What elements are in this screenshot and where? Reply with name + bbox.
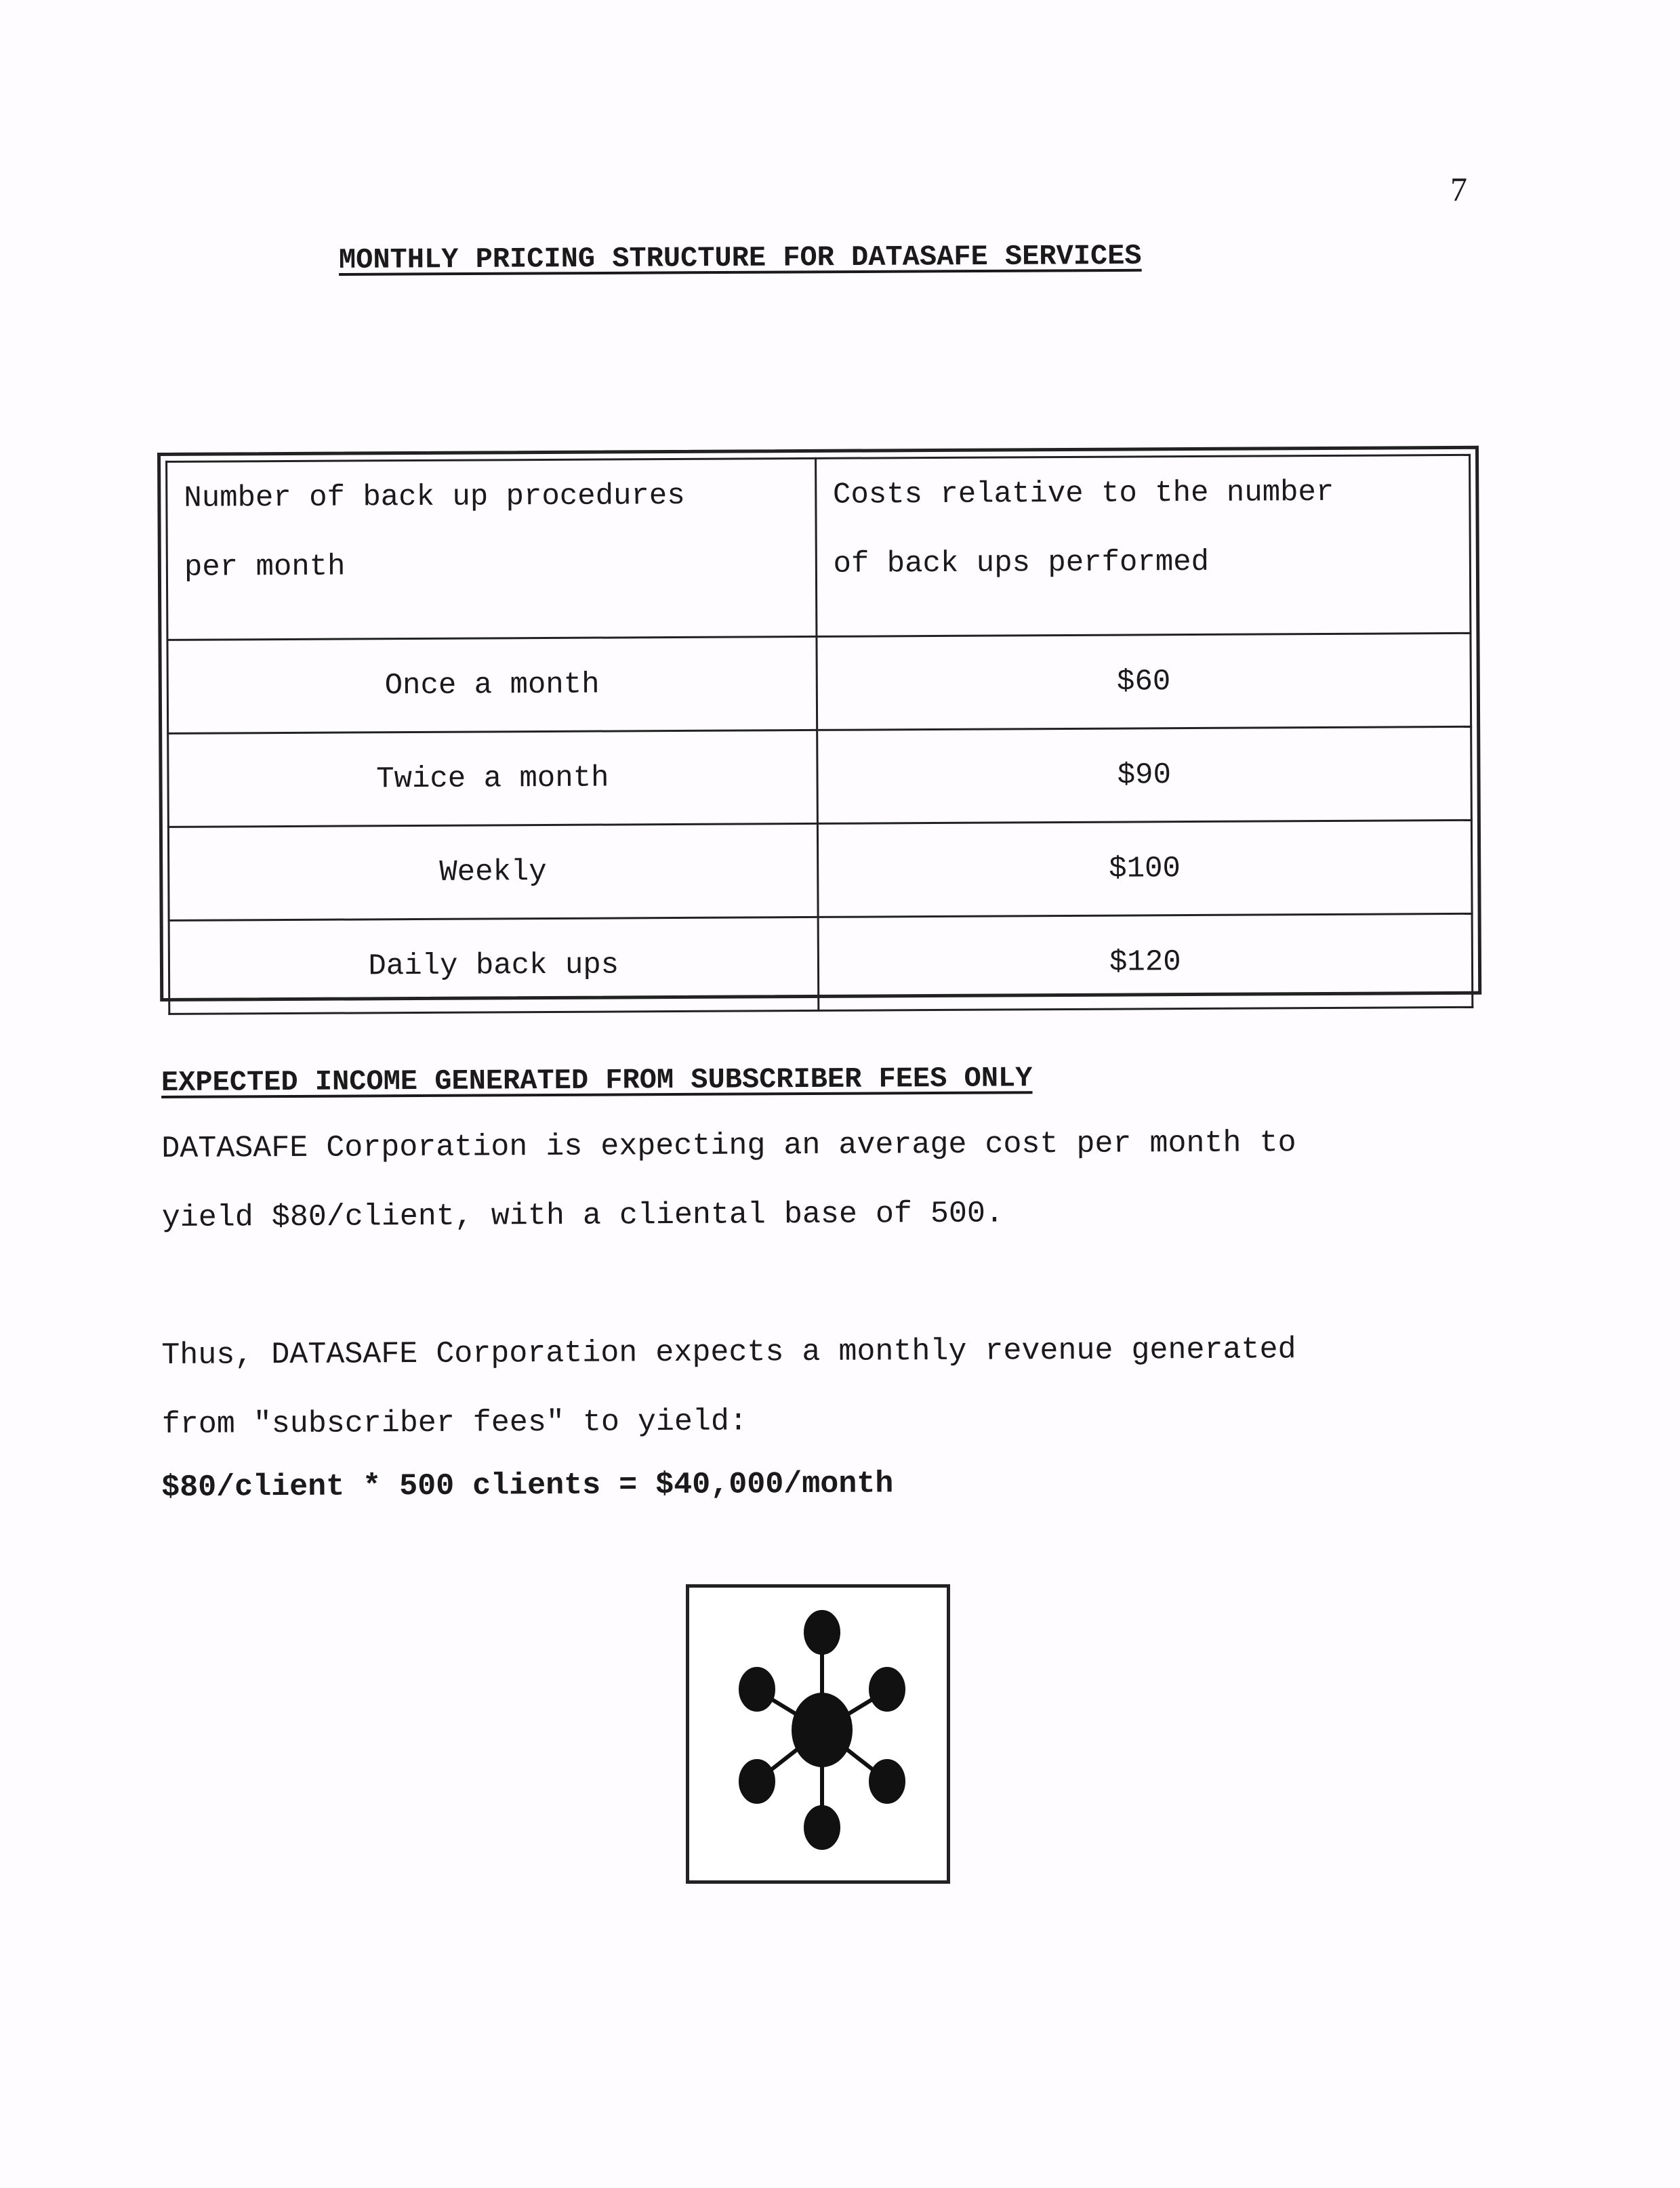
income-heading: EXPECTED INCOME GENERATED FROM SUBSCRIBER FEES ONLY [161, 1062, 1033, 1099]
income-paragraph-2 [161, 1315, 1296, 1460]
page-title: MONTHLY PRICING STRUCTURE FOR DATASAFE SERVICES [338, 239, 1142, 276]
cost-cell: $100 [817, 820, 1472, 917]
cost-cell: $60 [817, 633, 1471, 730]
table-row [169, 913, 1473, 1014]
network-hub-icon [689, 1588, 947, 1880]
table-row [167, 633, 1471, 733]
pricing-table [165, 454, 1473, 1015]
header-cost [815, 455, 1471, 636]
table-row [168, 726, 1472, 827]
income-paragraph-1 [161, 1109, 1296, 1253]
pricing-table-frame [157, 446, 1481, 1002]
network-logo [686, 1584, 950, 1884]
header-frequency-line-2: per month [184, 550, 346, 585]
paragraph-line: Thus, DATASAFE Corporation expects a monthly revenue generated [161, 1332, 1296, 1373]
frequency-cell: Twice a month [168, 730, 817, 827]
table-header-row [167, 455, 1471, 640]
revenue-formula: $80/client * 500 clients = $40,000/month [161, 1466, 894, 1505]
paragraph-line: from "subscriber fees" to yield: [161, 1404, 748, 1442]
header-frequency-line-1: Number of back up procedures [184, 478, 685, 516]
header-cost-line-1: Costs relative to the number [832, 475, 1334, 512]
table-row [168, 820, 1472, 920]
paragraph-line: yield $80/client, with a cliental base of 500. [161, 1196, 1004, 1235]
page-number: 7 [1450, 170, 1467, 208]
paragraph-line: DATASAFE Corporation is expecting an average cost per month to [161, 1126, 1296, 1166]
frequency-cell: Weekly [168, 823, 817, 920]
frequency-cell: Once a month [167, 636, 817, 733]
frequency-cell: Daily back ups [169, 917, 818, 1014]
header-frequency [167, 458, 817, 640]
cost-cell: $90 [817, 726, 1471, 823]
cost-cell: $120 [818, 913, 1473, 1010]
header-cost-line-2: of back ups performed [833, 545, 1210, 581]
